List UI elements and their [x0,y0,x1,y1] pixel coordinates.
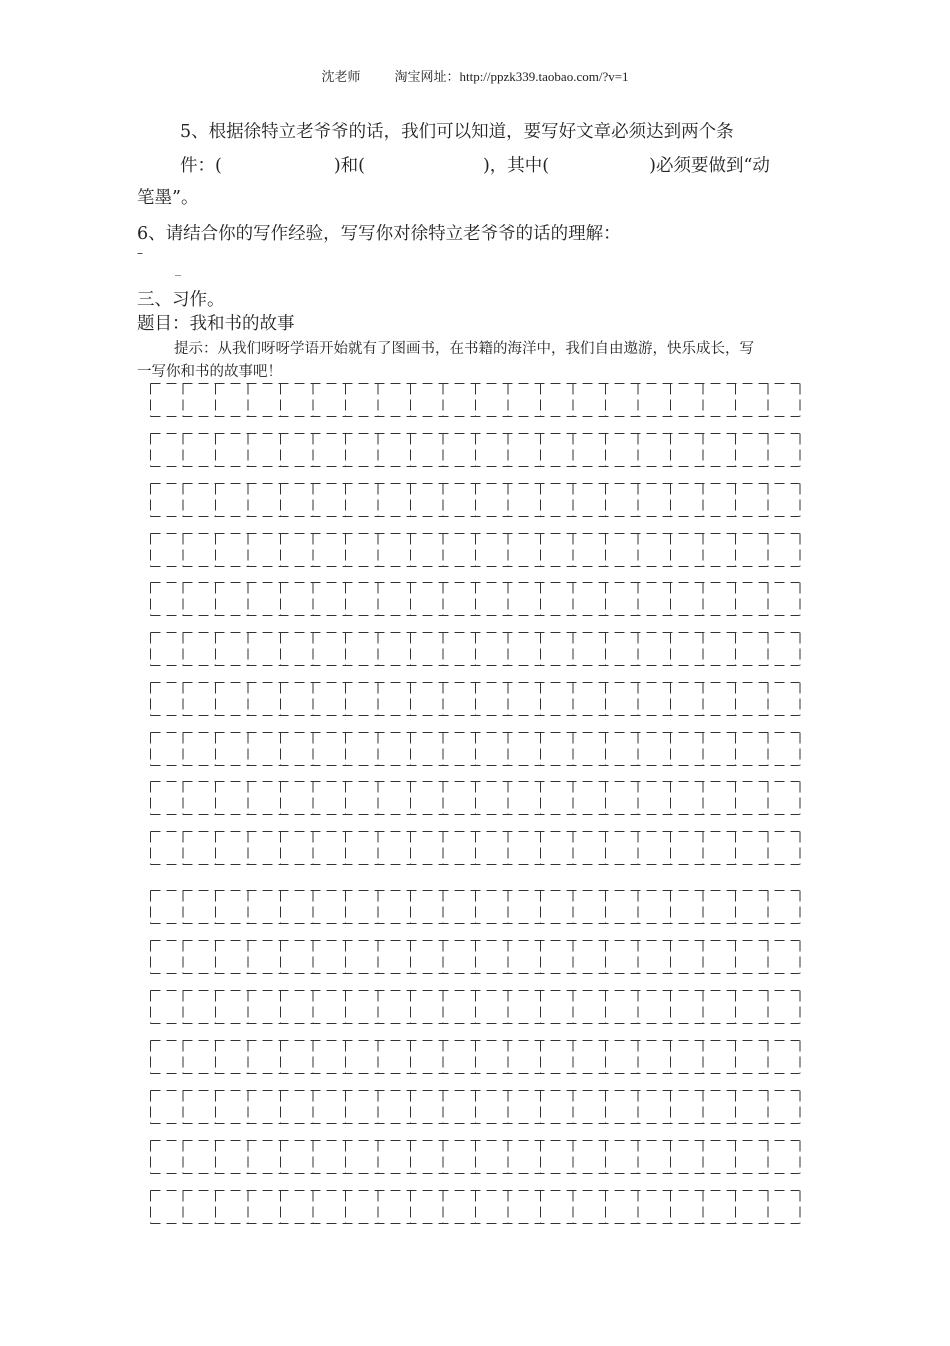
grid-row[interactable] [150,1040,801,1074]
grid-row[interactable] [150,383,801,417]
question-5-line-2 [180,152,770,177]
essay-topic: 题目：我和书的故事 [137,314,295,334]
q5-mid1: )和( [333,156,365,176]
grid-row[interactable] [150,533,801,567]
grid-row[interactable] [150,582,801,616]
question-5-line-3: 笔墨”。 [137,188,199,208]
q5-mid2: )，其中( [482,156,550,176]
question-5-line-1: 5、根据徐特立老爷爷的话，我们可以知道，要写好文章必须达到两个条 [180,122,734,142]
grid-row[interactable] [150,940,801,974]
grid-row[interactable] [150,1090,801,1124]
grid-row[interactable] [150,831,801,865]
grid-row[interactable] [150,682,801,716]
grid-row[interactable] [150,1190,801,1224]
teacher-name: 沈老师 [321,69,361,84]
grid-row[interactable] [150,483,801,517]
grid-row[interactable] [150,890,801,924]
shop-url: 淘宝网址：http://ppzk339.taobao.com/?v=1 [394,69,629,84]
grid-row[interactable] [150,433,801,467]
answer-line-1[interactable]: – [137,246,143,260]
q5-suffix: )必须要做到“动 [649,156,770,176]
page-header [0,66,950,85]
grid-row[interactable] [150,990,801,1024]
q5-prefix: 件：( [180,156,222,176]
grid-row[interactable] [150,1140,801,1174]
grid-row[interactable] [150,732,801,766]
grid-row[interactable] [150,632,801,666]
question-6-prompt: 6、请结合你的写作经验，写写你对徐特立老爷爷的话的理解： [137,224,621,244]
hint-line-1: 提示：从我们呀呀学语开始就有了图画书，在书籍的海洋中，我们自由遨游，快乐成长，写 [174,341,754,357]
answer-line-2[interactable]: _ [175,262,181,276]
hint-line-2: 一写你和书的故事吧！ [137,364,282,380]
section-3-title: 三、习作。 [137,290,225,310]
grid-row[interactable] [150,781,801,815]
